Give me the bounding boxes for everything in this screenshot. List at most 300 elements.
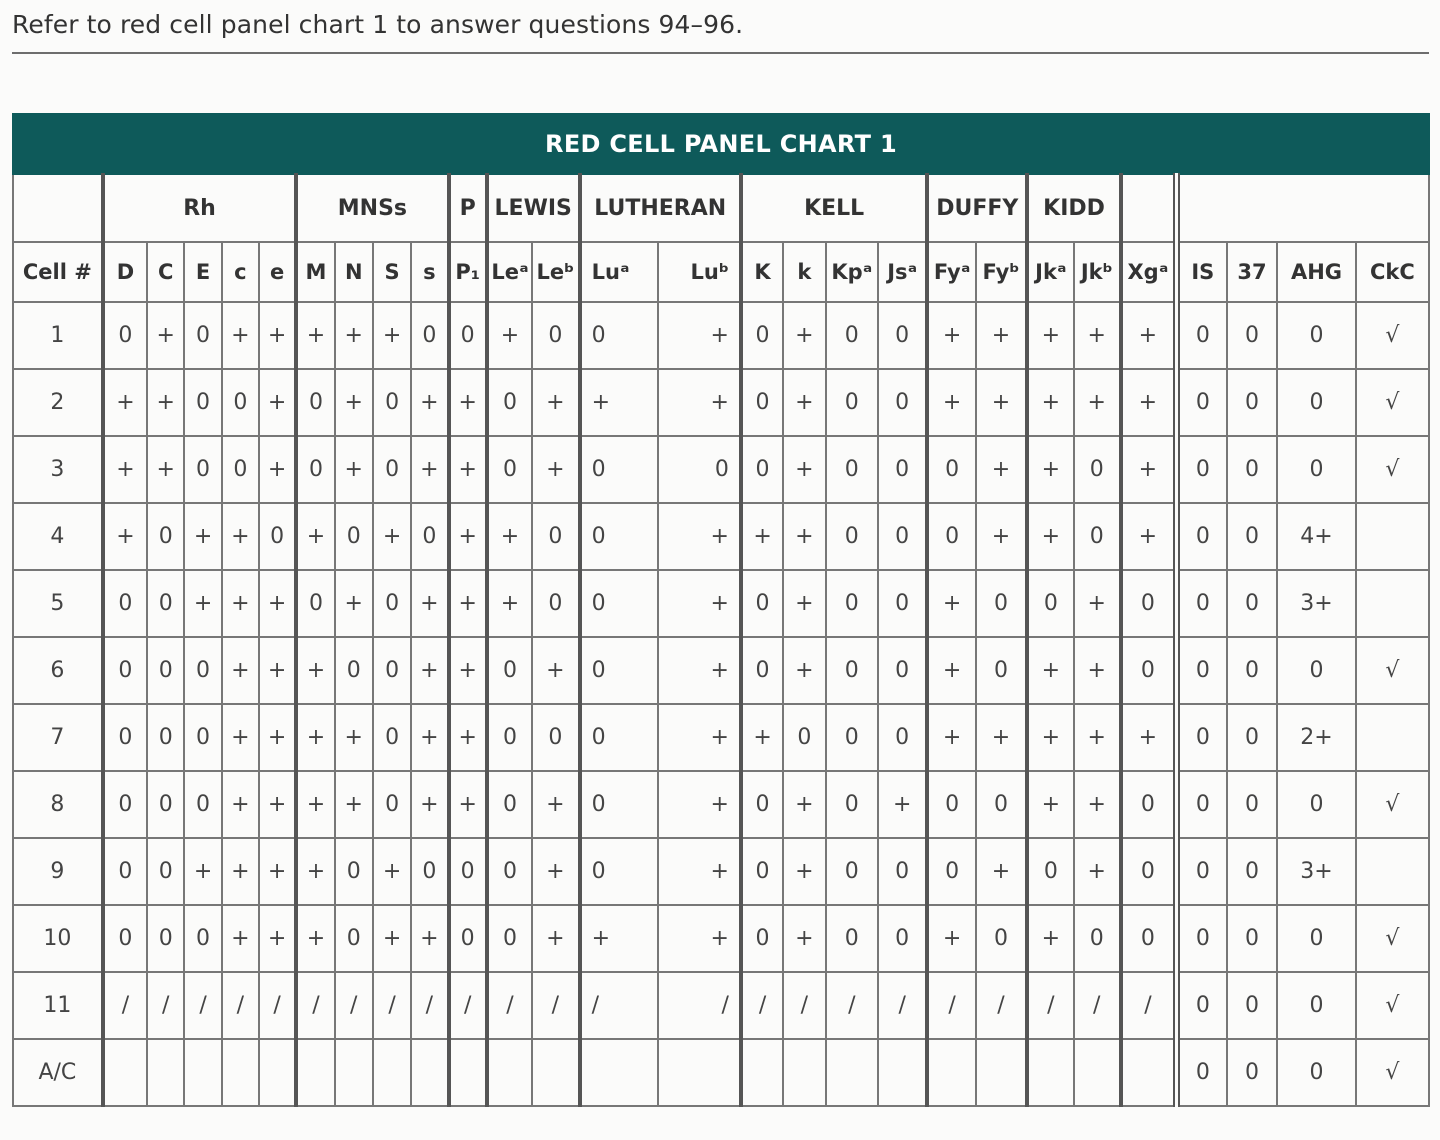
reaction-cell: 0 [1176,1039,1226,1106]
reaction-cell: 0 [878,302,927,369]
antigen-header: Fyᵇ [976,242,1027,302]
reaction-cell: + [1121,704,1176,771]
reaction-cell: + [927,570,975,637]
reaction-cell [259,1039,296,1106]
reaction-cell: + [927,704,975,771]
reaction-cell: 0 [1227,1039,1277,1106]
reaction-cell: + [658,637,741,704]
system-header-row [13,174,1429,242]
reaction-cell: 0 [783,704,825,771]
reaction-cell [103,1039,147,1106]
reaction-cell: + [658,302,741,369]
reaction-cell: + [783,570,825,637]
reaction-cell: + [1074,838,1121,905]
reaction-cell: 0 [1227,704,1277,771]
reaction-cell: + [449,503,487,570]
cell-number: 3 [13,436,103,503]
reaction-cell: 0 [1227,436,1277,503]
reaction-cell: 0 [1074,436,1121,503]
system-header-rh: Rh [103,174,297,242]
reaction-cell: 0 [184,369,221,436]
reaction-cell [878,1039,927,1106]
reaction-cell: 0 [976,905,1027,972]
reaction-cell: 0 [296,436,334,503]
reaction-cell [1121,1039,1176,1106]
reaction-cell: + [449,704,487,771]
reaction-cell: + [532,436,579,503]
reaction-cell: 0 [103,302,147,369]
reaction-cell: 0 [1277,905,1356,972]
reaction-cell: + [296,704,334,771]
reaction-cell: 0 [103,771,147,838]
reaction-cell: 0 [1176,369,1226,436]
reaction-cell: + [449,637,487,704]
cell-number: 6 [13,637,103,704]
cell-number: 9 [13,838,103,905]
reaction-cell: + [532,838,579,905]
reaction-cell: 0 [741,570,783,637]
check-cell [1356,503,1429,570]
system-header-blank [13,174,103,242]
reaction-cell: 4+ [1277,503,1356,570]
check-cell: √ [1356,369,1429,436]
reaction-cell: 0 [1121,905,1176,972]
reaction-cell: + [222,503,259,570]
reaction-cell: + [147,302,184,369]
reaction-cell: + [449,771,487,838]
reaction-cell [411,1039,448,1106]
reaction-cell: 0 [1227,570,1277,637]
red-cell-panel-table [12,113,1430,1107]
antigen-header: C [147,242,184,302]
reaction-cell: + [373,302,411,369]
reaction-cell: + [222,637,259,704]
check-cell: √ [1356,905,1429,972]
reaction-cell: + [976,369,1027,436]
reaction-cell: + [1074,302,1121,369]
cell-number: 5 [13,570,103,637]
reaction-cell: / [1027,972,1073,1039]
table-row [13,436,1429,503]
antigen-header: c [222,242,259,302]
reaction-cell: 0 [1176,704,1226,771]
reaction-cell: + [783,503,825,570]
reaction-cell [658,1039,741,1106]
reaction-cell: + [927,905,975,972]
reaction-cell: 0 [103,704,147,771]
antigen-header: IS [1176,242,1226,302]
reaction-cell [532,1039,579,1106]
check-cell: √ [1356,1039,1429,1106]
reaction-cell: + [1027,302,1073,369]
reaction-cell: 0 [826,570,878,637]
reaction-cell: 0 [1121,771,1176,838]
reaction-cell: / [976,972,1027,1039]
reaction-cell [580,1039,659,1106]
antigen-header: P₁ [449,242,487,302]
reaction-cell: 0 [184,771,221,838]
table-row [13,704,1429,771]
reaction-cell: 0 [335,637,373,704]
cell-number: 11 [13,972,103,1039]
reaction-cell: 0 [826,704,878,771]
reaction-cell: 0 [826,369,878,436]
reaction-cell: 0 [1176,436,1226,503]
reaction-cell: + [783,637,825,704]
panel-body [13,302,1429,1106]
table-row [13,972,1429,1039]
reaction-cell: + [1074,704,1121,771]
reaction-cell: 0 [487,838,532,905]
reaction-cell [976,1039,1027,1106]
system-header-xg [1121,174,1176,242]
reaction-cell: 0 [335,503,373,570]
antigen-header: D [103,242,147,302]
table-row [13,637,1429,704]
reaction-cell: 0 [1176,302,1226,369]
reaction-cell: + [411,570,448,637]
reaction-cell: 0 [184,905,221,972]
reaction-cell [927,1039,975,1106]
reaction-cell: + [296,503,334,570]
reaction-cell: + [976,704,1027,771]
antigen-header: M [296,242,334,302]
reaction-cell: 0 [741,302,783,369]
system-header-p: P [449,174,487,242]
reaction-cell: 0 [103,637,147,704]
reaction-cell: 0 [1027,838,1073,905]
reaction-cell: 0 [373,771,411,838]
reaction-cell: + [1027,637,1073,704]
reaction-cell: + [532,771,579,838]
antigen-header: Jkᵃ [1027,242,1073,302]
table-row [13,302,1429,369]
reaction-cell: + [335,436,373,503]
reaction-cell [373,1039,411,1106]
reaction-cell: 0 [580,704,659,771]
reaction-cell: + [1027,905,1073,972]
divider-rule [12,52,1429,54]
check-cell: √ [1356,302,1429,369]
antigen-header: S [373,242,411,302]
reaction-cell: 0 [741,838,783,905]
system-header-lewis: LEWIS [487,174,580,242]
reaction-cell: 0 [487,905,532,972]
reaction-cell: 0 [184,637,221,704]
reaction-cell: 0 [1227,771,1277,838]
reaction-cell: 0 [103,838,147,905]
antigen-header: Fyᵃ [927,242,975,302]
reaction-cell: 0 [532,503,579,570]
reaction-cell: + [335,771,373,838]
reaction-cell: + [335,704,373,771]
reaction-cell: 0 [741,436,783,503]
reaction-cell: + [927,302,975,369]
reaction-cell: 0 [1121,570,1176,637]
reaction-cell: 0 [259,503,296,570]
reaction-cell: 0 [1176,637,1226,704]
cell-number: 8 [13,771,103,838]
reaction-cell: + [222,570,259,637]
reaction-cell: 0 [878,436,927,503]
reaction-cell: 0 [532,570,579,637]
reaction-cell: 0 [1227,972,1277,1039]
check-cell [1356,704,1429,771]
cell-number: 10 [13,905,103,972]
reaction-cell: 0 [373,369,411,436]
reaction-cell: + [259,570,296,637]
reaction-cell: + [976,503,1027,570]
reaction-cell: + [184,570,221,637]
table-row [13,369,1429,436]
reaction-cell [741,1039,783,1106]
reaction-cell: 0 [580,637,659,704]
reaction-cell: + [1027,503,1073,570]
reaction-cell: 0 [1121,637,1176,704]
reaction-cell: 0 [532,302,579,369]
cell-number: 7 [13,704,103,771]
reaction-cell: 0 [741,369,783,436]
antigen-header: K [741,242,783,302]
reaction-cell: + [878,771,927,838]
reaction-cell: 0 [1277,436,1356,503]
antigen-header: Luᵃ [580,242,659,302]
reaction-cell: 0 [976,570,1027,637]
reaction-cell: 0 [1227,838,1277,905]
reaction-cell: 0 [580,838,659,905]
reaction-cell: + [1121,302,1176,369]
reaction-cell: 0 [1227,905,1277,972]
reaction-cell [1074,1039,1121,1106]
reaction-cell: / [487,972,532,1039]
reaction-cell: + [259,905,296,972]
reaction-cell: 0 [373,637,411,704]
reaction-cell [184,1039,221,1106]
reaction-cell: 0 [658,436,741,503]
reaction-cell: 0 [878,503,927,570]
reaction-cell: / [222,972,259,1039]
reaction-cell: 0 [487,436,532,503]
reaction-cell: 0 [335,905,373,972]
reaction-cell: + [103,503,147,570]
reaction-cell: 0 [580,570,659,637]
reaction-cell: + [580,369,659,436]
reaction-cell: / [184,972,221,1039]
reaction-cell: + [783,771,825,838]
reaction-cell: + [783,436,825,503]
reaction-cell: 0 [1176,838,1226,905]
reaction-cell: 0 [147,838,184,905]
reaction-cell: + [103,436,147,503]
reaction-cell: + [184,838,221,905]
reaction-cell: / [741,972,783,1039]
reaction-cell: 0 [335,838,373,905]
reaction-cell: 0 [449,838,487,905]
antigen-header-row [13,242,1429,302]
reaction-cell: / [335,972,373,1039]
reaction-cell: + [658,503,741,570]
reaction-cell: / [373,972,411,1039]
reaction-cell: 0 [1277,637,1356,704]
system-header-kell: KELL [741,174,928,242]
reaction-cell: 0 [296,570,334,637]
reaction-cell: 3+ [1277,570,1356,637]
reaction-cell: + [532,369,579,436]
antigen-header: Leᵇ [532,242,579,302]
antigen-header: Xgᵃ [1121,242,1176,302]
reaction-cell: + [373,838,411,905]
reaction-cell [826,1039,878,1106]
reaction-cell: + [373,905,411,972]
antigen-header: Jkᵇ [1074,242,1121,302]
reaction-cell: 0 [147,570,184,637]
reaction-cell: + [296,771,334,838]
cell-number: A/C [13,1039,103,1106]
check-cell [1356,570,1429,637]
table-row [13,905,1429,972]
reaction-cell: + [658,838,741,905]
reaction-cell: 3+ [1277,838,1356,905]
reaction-cell: 0 [826,302,878,369]
check-cell: √ [1356,771,1429,838]
reaction-cell: + [1027,436,1073,503]
antigen-header: N [335,242,373,302]
reaction-cell: 0 [878,570,927,637]
reaction-cell: 0 [222,369,259,436]
reaction-cell: + [1121,369,1176,436]
reaction-cell: + [335,302,373,369]
cell-number: 1 [13,302,103,369]
reaction-cell: 0 [878,704,927,771]
reaction-cell: + [259,369,296,436]
reaction-cell: + [1121,436,1176,503]
reaction-cell: 0 [1277,972,1356,1039]
reaction-cell: 0 [1176,771,1226,838]
reaction-cell: 0 [103,905,147,972]
reaction-cell: 0 [1074,905,1121,972]
reaction-cell: + [658,704,741,771]
reaction-cell: + [411,436,448,503]
check-cell: √ [1356,972,1429,1039]
reaction-cell: + [658,771,741,838]
antigen-header: CkC [1356,242,1429,302]
reaction-cell: 0 [296,369,334,436]
reaction-cell: + [927,637,975,704]
reaction-cell: + [487,302,532,369]
reaction-cell: 0 [411,503,448,570]
reaction-cell: 0 [927,436,975,503]
reaction-cell: 0 [222,436,259,503]
reaction-cell: + [296,838,334,905]
reaction-cell: 0 [103,570,147,637]
reaction-cell: + [1027,369,1073,436]
reaction-cell: + [259,302,296,369]
reaction-cell: 0 [1176,905,1226,972]
reaction-cell: + [1074,771,1121,838]
reaction-cell: + [335,570,373,637]
antigen-header: s [411,242,448,302]
reaction-cell: 0 [580,503,659,570]
reaction-cell: 0 [184,302,221,369]
reaction-cell: 0 [1227,637,1277,704]
reaction-cell: 0 [927,503,975,570]
antigen-header: E [184,242,221,302]
reaction-cell: 0 [1121,838,1176,905]
reaction-cell: 0 [184,436,221,503]
reaction-cell: 0 [976,637,1027,704]
reaction-cell: + [103,369,147,436]
reaction-cell [1027,1039,1073,1106]
check-cell: √ [1356,436,1429,503]
antigen-header: Leᵃ [487,242,532,302]
reaction-cell: + [449,570,487,637]
reaction-cell: / [580,972,659,1039]
reaction-cell: + [222,302,259,369]
reaction-cell: 2+ [1277,704,1356,771]
reaction-cell: 0 [1227,302,1277,369]
reaction-cell: + [296,637,334,704]
reaction-cell: 0 [487,637,532,704]
reaction-cell: + [927,369,975,436]
reaction-cell: + [222,838,259,905]
cell-number-header: Cell # [13,242,103,302]
reaction-cell: / [296,972,334,1039]
reaction-cell: 0 [826,838,878,905]
reaction-cell: 0 [741,905,783,972]
reaction-cell: + [741,704,783,771]
cell-number: 2 [13,369,103,436]
reaction-cell: 0 [826,503,878,570]
reaction-cell: + [1027,771,1073,838]
reaction-cell: + [741,503,783,570]
table-row [13,771,1429,838]
reaction-cell [783,1039,825,1106]
reaction-cell: + [411,637,448,704]
reaction-cell: 0 [1027,570,1073,637]
reaction-cell: + [411,369,448,436]
system-header-lutheran: LUTHERAN [580,174,741,242]
table-row [13,570,1429,637]
reaction-cell: + [259,436,296,503]
reaction-cell: 0 [580,436,659,503]
reaction-cell: + [1074,570,1121,637]
reaction-cell: / [826,972,878,1039]
reaction-cell [222,1039,259,1106]
reaction-cell: / [1074,972,1121,1039]
system-header-duffy: DUFFY [927,174,1027,242]
table-row [13,838,1429,905]
antigen-header: Kpᵃ [826,242,878,302]
reaction-cell: + [296,302,334,369]
reaction-cell: 0 [1176,503,1226,570]
reaction-cell: 0 [826,637,878,704]
cell-number: 4 [13,503,103,570]
reaction-cell: 0 [826,771,878,838]
reaction-cell: + [487,503,532,570]
reaction-cell: 0 [411,302,448,369]
reaction-cell: + [259,771,296,838]
reaction-cell: 0 [826,436,878,503]
reaction-cell: + [449,369,487,436]
reaction-cell: 0 [1277,771,1356,838]
reaction-cell: + [259,637,296,704]
reaction-cell: + [658,369,741,436]
antigen-header: Luᵇ [658,242,741,302]
reaction-cell: 0 [147,637,184,704]
reaction-cell: 0 [1227,503,1277,570]
reaction-cell: + [783,905,825,972]
reaction-cell: 0 [449,302,487,369]
